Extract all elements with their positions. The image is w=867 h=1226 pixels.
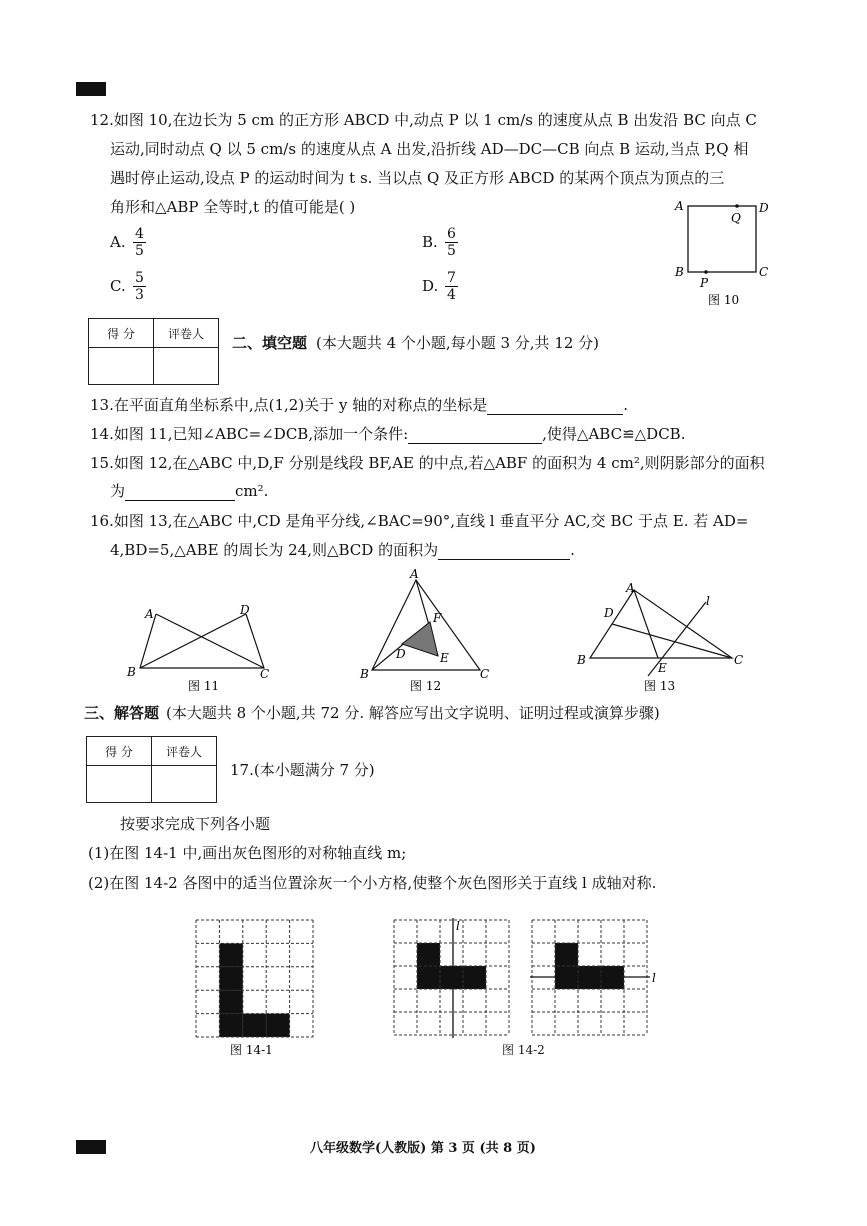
- fig14-2-left-label-l: l: [456, 919, 460, 933]
- section3-title: 三、解答题: [84, 704, 160, 722]
- q12-line3: 遇时停止运动,设点 P 的运动时间为 t s. 当以点 Q 及正方形 ABCD 的某两个顶点为顶点的三: [110, 169, 725, 187]
- fig13-label-d: D: [604, 606, 614, 620]
- fig14-1-filled-cell: [243, 1014, 266, 1037]
- q12-option-b-fraction: $\frac{6}{5}$: [447, 226, 456, 259]
- fig14-2-left-filled-cell: [417, 966, 440, 989]
- q12-line4: 角形和△ABP 全等时,t 的值可能是( ): [110, 198, 356, 216]
- fig11-label-a: A: [145, 607, 154, 621]
- fig13-label-c: C: [734, 653, 744, 667]
- fig14-1-filled-cell: [219, 967, 242, 990]
- q12-line2: 运动,同时动点 Q 以 5 cm/s 的速度从点 A 出发,沿折线 AD—DC—CB 向点 B 运动,当点 P,Q 相: [110, 140, 749, 158]
- q16-line1: 16.如图 13,在△ABC 中,CD 是角平分线,∠BAC=90°,直线 l 垂直平分 AC,交 BC 于点 E. 若 AD=: [90, 512, 749, 530]
- q14-text: 14.如图 11,已知∠ABC=∠DCB,添加一个条件: ,使得△ABC≌△DCB.: [90, 425, 686, 443]
- fig12-label-a: A: [410, 567, 419, 581]
- fig14-2-caption: 图 14-2: [502, 1043, 545, 1057]
- fig14-2-right-filled-cell: [555, 943, 578, 966]
- fig11-ac: [156, 614, 264, 668]
- q12-option-b-label: B.: [422, 233, 438, 251]
- fig12-label-e: E: [440, 651, 449, 665]
- section3-desc: (本大题共 8 个小题,共 72 分. 解答应写出文字说明、证明过程或演算步骤): [166, 704, 660, 722]
- q16-line2: 4,BD=5,△ABE 的周长为 24,则△BCD 的面积为 .: [110, 541, 575, 559]
- fig13-triangle: [590, 590, 732, 658]
- q12-option-a-fraction: $\frac{4}{5}$: [135, 226, 144, 259]
- q17-intro: 按要求完成下列各小题: [120, 815, 271, 833]
- fig12-label-b: B: [360, 667, 369, 681]
- grader-label: 评卷人: [154, 319, 219, 348]
- q13-answer-blank[interactable]: [487, 396, 623, 415]
- fig14-1-filled-cell: [219, 990, 242, 1013]
- q13-text: 13.在平面直角坐标系中,点(1,2)关于 y 轴的对称点的坐标是 .: [90, 396, 628, 414]
- fig12-label-f: F: [433, 611, 442, 625]
- q12-option-c-fraction: $\frac{5}{3}$: [135, 270, 144, 303]
- fig14-2-right-label-l: l: [652, 971, 656, 985]
- score-box-section2: [88, 318, 219, 385]
- fig10-label-d: D: [759, 201, 769, 215]
- fig11-caption: 图 11: [188, 679, 220, 693]
- fig13-cd: [612, 624, 732, 658]
- q15-line2: 为 cm².: [110, 482, 269, 500]
- fig10-point-q: [735, 204, 739, 208]
- fig11-db: [140, 614, 246, 668]
- fig10-square: [688, 206, 756, 272]
- q14-answer-blank[interactable]: [408, 425, 542, 444]
- fig13-line-l: [648, 602, 706, 676]
- fig13-label-b: B: [577, 653, 586, 667]
- fig11-label-b: B: [127, 665, 136, 679]
- footer-page-info: 八年级数学(人教版) 第 3 页 (共 8 页): [310, 1141, 536, 1156]
- q15-line1: 15.如图 12,在△ABC 中,D,F 分别是线段 BF,AE 的中点,若△ABF 的面积为 4 cm²,则阴影部分的面积: [90, 454, 765, 472]
- fig10-label-a: A: [675, 199, 684, 213]
- figure-12: [352, 566, 502, 698]
- fig14-1-filled-cell: [219, 1014, 242, 1037]
- q17-header: 17.(本小题满分 7 分): [230, 761, 375, 779]
- score-cell[interactable]: [89, 348, 154, 385]
- corner-marker-bottom: [76, 1140, 106, 1154]
- fig11-lines: [140, 614, 264, 668]
- fig13-caption: 图 13: [644, 679, 676, 693]
- figure-10: [670, 196, 780, 308]
- q12-option-c-label: C.: [110, 277, 126, 295]
- q17-part1: (1)在图 14-1 中,画出灰色图形的对称轴直线 m;: [88, 844, 407, 862]
- q12-line1: 12.如图 10,在边长为 5 cm 的正方形 ABCD 中,动点 P 以 1 cm/s 的速度从点 B 出发沿 BC 向点 C: [90, 111, 757, 129]
- q17-part2: (2)在图 14-2 各图中的适当位置涂灰一个小方格,使整个灰色图形关于直线 l 成轴对称.: [88, 874, 657, 892]
- section2-desc: (本大题共 4 个小题,每小题 3 分,共 12 分): [316, 334, 600, 352]
- fig12-label-c: C: [480, 667, 490, 681]
- fig13-label-a: A: [626, 581, 635, 595]
- fig14-2-left-filled-cell: [463, 966, 486, 989]
- fig10-label-p: P: [700, 276, 709, 290]
- grader-cell[interactable]: [152, 766, 217, 803]
- fig11-label-c: C: [260, 667, 270, 681]
- score-box-q17: [86, 736, 217, 803]
- figure-13: [572, 580, 752, 698]
- fig12-caption: 图 12: [410, 679, 442, 693]
- q12-option-d-label: D.: [422, 277, 439, 295]
- grader-label: 评卷人: [152, 737, 217, 766]
- fig10-label-b: B: [675, 265, 684, 279]
- fig14-1-filled-cell: [266, 1014, 289, 1037]
- figure-11: [120, 598, 280, 698]
- figure-14-2-left: [392, 918, 517, 1043]
- score-label: 得 分: [87, 737, 152, 766]
- fig10-label-q: Q: [731, 211, 741, 225]
- fig10-label-c: C: [759, 265, 769, 279]
- fig13-label-e: E: [658, 661, 667, 675]
- fig14-2-left-filled-cell: [440, 966, 463, 989]
- q16-answer-blank[interactable]: [438, 541, 570, 560]
- grader-cell[interactable]: [154, 348, 219, 385]
- figure-14-1: [194, 918, 324, 1058]
- fig11-label-d: D: [240, 603, 250, 617]
- fig10-point-p: [704, 270, 708, 274]
- fig12-shaded-region: [402, 622, 438, 656]
- fig14-1-filled-cell: [219, 943, 242, 966]
- fig13-label-l: l: [706, 594, 710, 608]
- figure-14-2-right: [530, 918, 665, 1043]
- fig12-label-d: D: [396, 647, 406, 661]
- fig14-2-left-filled-cell: [417, 943, 440, 966]
- section2-title: 二、填空题: [232, 334, 308, 352]
- q15-answer-blank[interactable]: [125, 482, 235, 501]
- fig13-ae: [634, 590, 658, 658]
- q12-option-d-fraction: $\frac{7}{4}$: [447, 270, 456, 303]
- score-label: 得 分: [89, 319, 154, 348]
- fig10-caption: 图 10: [708, 293, 740, 307]
- q12-option-a-label: A.: [110, 233, 126, 251]
- fig14-1-caption: 图 14-1: [230, 1043, 273, 1057]
- corner-marker-top: [76, 82, 106, 96]
- score-cell[interactable]: [87, 766, 152, 803]
